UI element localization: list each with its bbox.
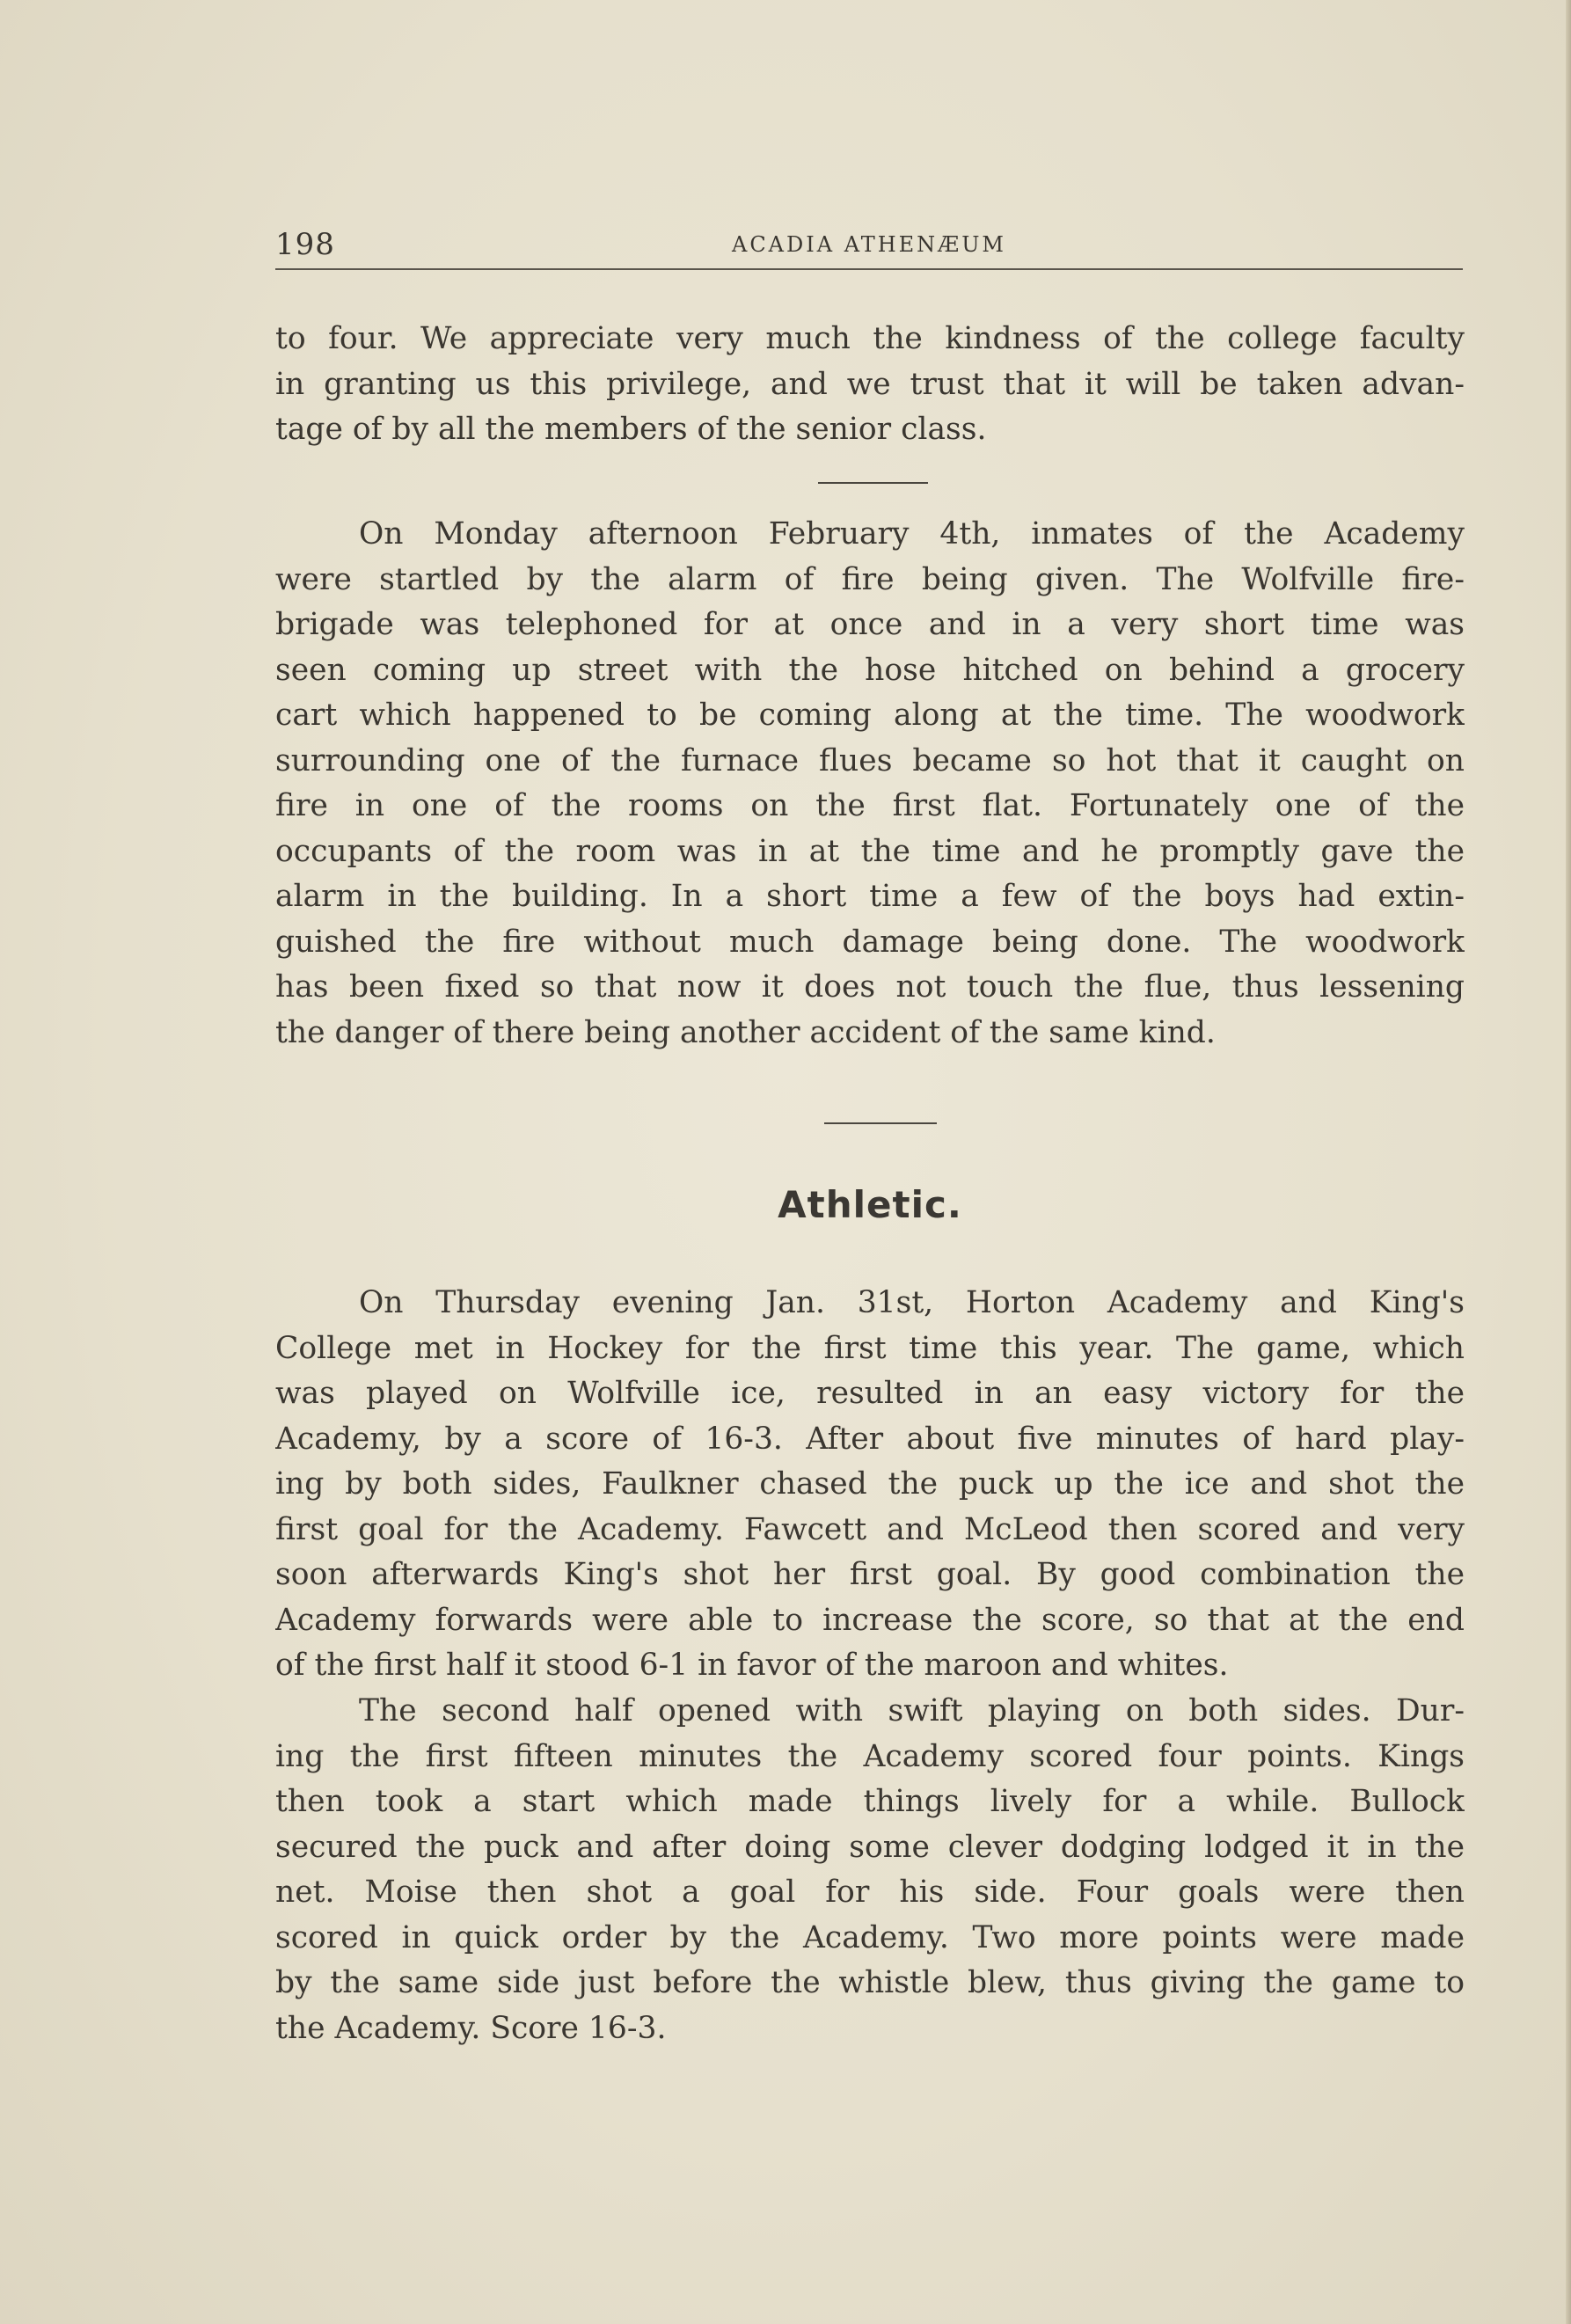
page-number: 198: [275, 227, 335, 262]
paragraph-fire-alarm: [275, 512, 1465, 1056]
text-line: net. Moise then shot a goal for his side. Four goals were then: [275, 1875, 1465, 1910]
text-line: in granting us this privilege, and we trust that it will be taken advan-: [275, 366, 1465, 402]
text-line: the danger of there being another accident of the same kind.: [275, 1014, 1216, 1050]
text-line: On Thursday evening Jan. 31st, Horton Academy and King's: [359, 1285, 1465, 1320]
paragraph-hockey-game: [275, 1281, 1465, 1689]
text-line: Academy, by a score of 16-3. After about five minutes of hard play-: [275, 1421, 1465, 1457]
paragraph-faculty-privilege: [275, 317, 1465, 453]
text-line: ing the first fifteen minutes the Academy scored four points. Kings: [275, 1738, 1465, 1774]
text-line: were startled by the alarm of fire being given. The Wolfville fire-: [275, 561, 1465, 597]
text-line: scored in quick order by the Academy. Two more points were made: [275, 1919, 1465, 1955]
text-line: brigade was telephoned for at once and in a very short time was: [275, 607, 1465, 642]
section-separator: [818, 482, 928, 484]
text-line: College met in Hockey for the first time this year. The game, which: [275, 1330, 1465, 1366]
text-line: by the same side just before the whistle blew, thus giving the game to: [275, 1965, 1465, 2000]
header-rule: [275, 268, 1463, 270]
text-line: to four. We appreciate very much the kindness of the college faculty: [275, 321, 1465, 356]
text-line: ing by both sides, Faulkner chased the puck up the ice and shot the: [275, 1466, 1465, 1502]
text-line: Academy forwards were able to increase the score, so that at the end: [275, 1602, 1465, 1638]
text-line: the Academy. Score 16-3.: [275, 2010, 667, 2046]
text-line: then took a start which made things lively for a while. Bullock: [275, 1784, 1465, 1819]
text-line: seen coming up street with the hose hitched on behind a grocery: [275, 652, 1465, 688]
text-line: secured the puck and after doing some clever dodging lodged it in the: [275, 1829, 1465, 1865]
text-line: of the first half it stood 6-1 in favor of the maroon and whites.: [275, 1648, 1229, 1683]
text-line: tage of by all the members of the senior class.: [275, 412, 987, 447]
page-header: [275, 227, 1463, 271]
text-line: alarm in the building. In a short time a few of the boys had extin-: [275, 879, 1465, 914]
text-line: has been fixed so that now it does not touch the flue, thus lessening: [275, 969, 1465, 1005]
text-line: was played on Wolfville ice, resulted in an easy victory for the: [275, 1376, 1465, 1411]
text-line: fire in one of the rooms on the first flat. Fortunately one of the: [275, 788, 1465, 823]
text-line: The second half opened with swift playing on both sides. Dur-: [359, 1693, 1465, 1728]
text-line: surrounding one of the furnace flues became so hot that it caught on: [275, 742, 1465, 778]
text-line: soon afterwards King's shot her first goal. By good combination the: [275, 1557, 1465, 1592]
text-line: occupants of the room was in at the time and he promptly gave the: [275, 833, 1465, 869]
paragraph-second-half: [275, 1689, 1465, 2051]
text-line: cart which happened to be coming along at the time. The woodwork: [275, 698, 1465, 733]
section-separator: [824, 1122, 937, 1124]
section-heading-athletic: Athletic.: [778, 1183, 962, 1226]
text-line: guished the fire without much damage being done. The woodwork: [275, 924, 1465, 960]
running-title: ACADIA ATHENÆUM: [731, 232, 1006, 257]
text-line: first goal for the Academy. Fawcett and McLeod then scored and very: [275, 1511, 1465, 1547]
page-edge-shadow: [1566, 0, 1571, 2324]
text-line: On Monday afternoon February 4th, inmates of the Academy: [359, 516, 1465, 552]
